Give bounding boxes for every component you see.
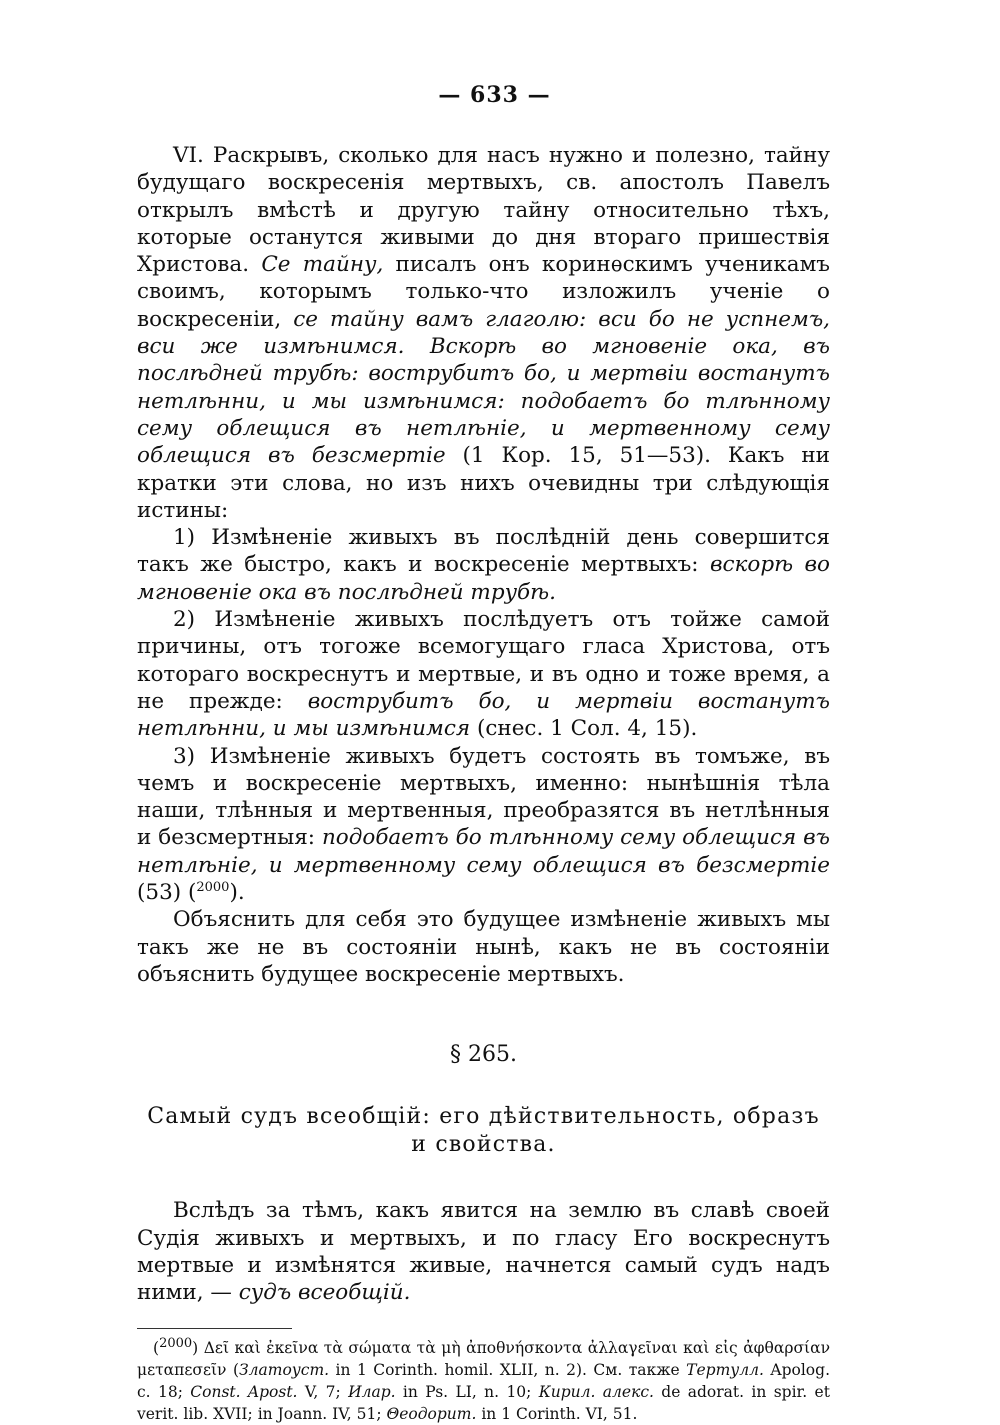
paragraph-point-3 — [137, 743, 830, 907]
text-run: (снес. 1 Сол. 4, 15). — [470, 716, 698, 742]
italic-run: Се тайну, — [261, 252, 384, 278]
text-run: V, 7; — [297, 1383, 349, 1402]
text-run: ) Δεῖ καὶ ἐκεῖνα τὰ σώματα τὰ μὴ ἀποθνήσκοντα ἀλλαγεῖναι καὶ εἰς ἀφθαρσίαν μεταπεσεῖν ( — [137, 1339, 830, 1380]
section-body — [137, 1197, 830, 1306]
footnote-divider — [137, 1328, 292, 1329]
page-number: — 633 — — [438, 82, 551, 108]
text-run: 2) Измѣненіе живыхъ послѣдуетъ отъ тойже самой причины, отъ тогоже всемогущаго гласа Христова, отъ котораго воскреснутъ и мертвые, и въ одно и тоже время, а не прежде: — [137, 607, 830, 714]
paragraph-section-opening — [137, 1197, 830, 1306]
text-run: VI. Раскрывъ, сколько для насъ нужно и полезно, тайну будущаго воскресенія мертвыхъ, св. апостолъ Павелъ открылъ вмѣстѣ и другую тайну относительно тѣхъ, которые останутся живыми до дня втораго пришествія Христова. — [137, 143, 830, 278]
italic-run: Тертулл. — [686, 1361, 764, 1380]
text-run: Объяснить для себя это будущее измѣненіе живыхъ мы такъ же не въ состояніи нынѣ, какъ не въ состояніи объяснить будущее воскресеніе мертвыхъ. — [137, 907, 830, 987]
paragraph-point-2 — [137, 606, 830, 742]
italic-run: се тайну вамъ глаголю: вси бо не успнемъ, вси же измѣнимся. Вскорѣ во мгновеніе ока, въ послѣдней трубѣ: вострубитъ бо, и мертвіи востанутъ нетлѣнни, и мы измѣнимся: подобаетъ бо тлѣнному сему облещися въ нетлѣніе, и мертвенному сему облещися въ безсмертіе — [137, 306, 830, 469]
italic-run: вострубитъ бо, и мертвіи востанутъ нетлѣнни, и мы измѣнимся — [137, 688, 830, 742]
paragraph-intro — [137, 142, 830, 524]
italic-run: подобаетъ бо тлѣнному сему облещися въ нетлѣніе, и мертвенному сему облещися въ безсмертіе — [137, 825, 830, 878]
italic-run: судъ всеобщій. — [238, 1280, 411, 1306]
italic-run: вскорѣ во мгновеніе ока въ послѣдней трубѣ. — [137, 552, 830, 605]
section-number: § 265. — [450, 1042, 517, 1068]
italic-run: Θеодорит. — [386, 1405, 477, 1424]
italic-run: Илар. — [348, 1383, 396, 1402]
section-title: Самый судъ всеобщій: его дѣйствительность, образъ и свойства. — [147, 1104, 820, 1158]
text-run: ). — [229, 880, 245, 906]
footnote-ref: 2000 — [159, 1336, 193, 1352]
paragraph-conclusion — [137, 906, 830, 988]
text-run: Apolog. c. 18; — [137, 1361, 830, 1402]
italic-run: Const. Apost. — [190, 1383, 298, 1402]
body-text — [137, 142, 830, 988]
italic-run: Златоуст. — [239, 1361, 330, 1380]
text-run: Вслѣдъ за тѣмъ, какъ явится на землю въ славѣ своей Судія живыхъ и мертвыхъ, и по гласу Его воскреснутъ мертвые и измѣнятся живые, начнется самый судъ надъ ними, — — [137, 1198, 830, 1306]
footnote-2000 — [137, 1337, 830, 1425]
text-run: (1 Кор. 15, 51—53). Какъ ни кратки эти слова, но изъ нихъ очевидны три слѣдующія истины: — [137, 443, 830, 523]
text-run: in 1 Corinth. VI, 51. — [476, 1405, 638, 1424]
text-run: in 1 Corinth. homil. XLII, n. 2). См. также — [329, 1361, 687, 1380]
text-run: (53) ( — [137, 880, 197, 906]
text-run: ( — [153, 1339, 160, 1358]
text-run: 1) Измѣненіе живыхъ въ послѣдній день совершится такъ же быстро, какъ и воскресеніе мертвыхъ: — [137, 525, 830, 578]
text-run: 3) Измѣненіе живыхъ будетъ состоять въ томъже, въ чемъ и воскресеніе мертвыхъ, именно: нынѣшнія тѣла наши, тлѣнныя и мертвенныя, преобразятся въ нетлѣнныя и безсмертныя: — [137, 743, 830, 851]
text-run: писалъ онъ коринѳскимъ ученикамъ своимъ, которымъ только-что изложилъ ученіе о воскресеніи, — [137, 252, 830, 332]
paragraph-point-1 — [137, 524, 830, 606]
footnote-ref: 2000 — [196, 879, 230, 895]
italic-run: Кирил. алекс. — [538, 1383, 654, 1402]
text-run: in Ps. LI, n. 10; — [395, 1383, 539, 1402]
text-run: de adorat. in spir. et verit. lib. XVII; in Joann. IV, 51; — [137, 1383, 830, 1424]
